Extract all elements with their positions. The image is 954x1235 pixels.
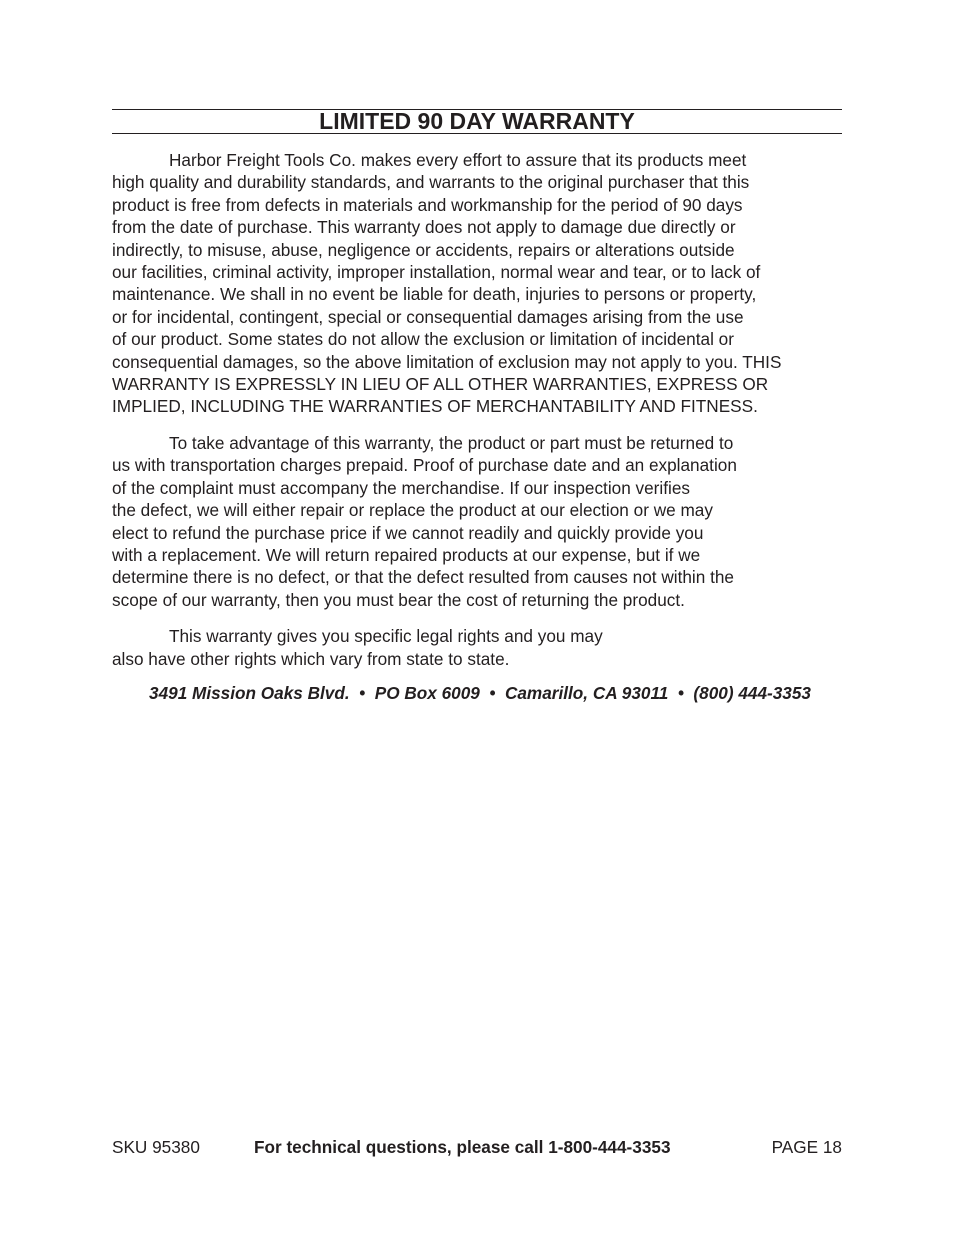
paragraph-line: consequential damages, so the above limitation of exclusion may not apply to you. THIS: [112, 351, 782, 372]
paragraph-line: also have other rights which vary from state to state.: [112, 648, 510, 669]
paragraph-line: This warranty gives you specific legal rights and you may: [169, 626, 603, 647]
paragraph-line: high quality and durability standards, and warrants to the original purchaser that this: [112, 172, 750, 193]
warranty-section: [112, 109, 842, 704]
warranty-paragraph-returns: [112, 432, 842, 611]
page-footer: [112, 1136, 842, 1158]
paragraph-line: Harbor Freight Tools Co. makes every effort to assure that its products meet: [169, 150, 747, 170]
paragraph-line: scope of our warranty, then you must bear the cost of returning the product.: [112, 589, 685, 610]
paragraph-line: maintenance. We shall in no event be liable for death, injuries to persons or property,: [112, 284, 757, 305]
page-title: LIMITED 90 DAY WARRANTY: [319, 108, 635, 134]
warranty-paragraph-rights: [112, 625, 842, 670]
paragraph-line: with a replacement. We will return repaired products at our expense, but if we: [112, 544, 701, 565]
warranty-paragraph-terms: [112, 149, 842, 418]
paragraph-line: elect to refund the purchase price if we cannot readily and quickly provide you: [112, 522, 704, 543]
paragraph-line: To take advantage of this warranty, the product or part must be returned to: [169, 432, 734, 453]
paragraph-line: or for incidental, contingent, special or consequential damages arising from the use: [112, 306, 744, 327]
paragraph-line: product is free from defects in materials and workmanship for the period of 90 days: [112, 194, 743, 215]
paragraph-line: IMPLIED, INCLUDING THE WARRANTIES OF MERCHANTABILITY AND FITNESS.: [112, 396, 758, 417]
paragraph-line: the defect, we will either repair or replace the product at our election or we may: [112, 500, 713, 521]
paragraph-line: us with transportation charges prepaid. Proof of purchase date and an explanation: [112, 455, 737, 476]
footer-page-number: PAGE 18: [771, 1137, 842, 1157]
paragraph-line: our facilities, criminal activity, improper installation, normal wear and tear, or to lack of: [112, 262, 761, 283]
paragraph-line: indirectly, to misuse, abuse, negligence or accidents, repairs or alterations outside: [112, 239, 735, 260]
paragraph-line: of the complaint must accompany the merchandise. If our inspection verifies: [112, 477, 690, 498]
paragraph-line: of our product. Some states do not allow the exclusion or limitation of incidental or: [112, 329, 734, 350]
footer-tech-support: For technical questions, please call 1-800-444-3353: [254, 1137, 671, 1157]
company-address: 3491 Mission Oaks Blvd. • PO Box 6009 • Camarillo, CA 93011 • (800) 444-3353: [149, 682, 811, 703]
footer-sku: SKU 95380: [112, 1137, 200, 1157]
paragraph-line: from the date of purchase. This warranty does not apply to damage due directly or: [112, 217, 736, 238]
title-rule-block: [112, 109, 842, 134]
paragraph-line: WARRANTY IS EXPRESSLY IN LIEU OF ALL OTHER WARRANTIES, EXPRESS OR: [112, 374, 769, 395]
paragraph-line: determine there is no defect, or that the defect resulted from causes not within the: [112, 567, 734, 588]
